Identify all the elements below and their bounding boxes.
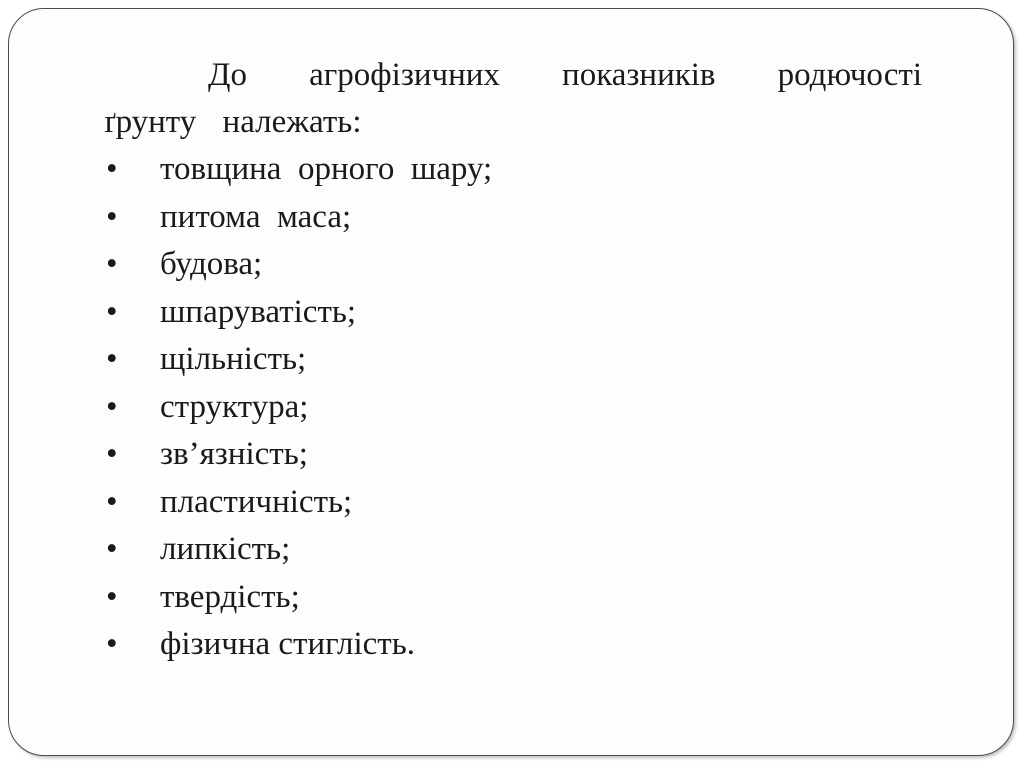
bullet-icon: • <box>106 293 118 330</box>
list-item <box>104 146 922 194</box>
list-item <box>104 336 922 384</box>
bullet-icon: • <box>106 626 118 662</box>
list-item-text: товщина орного шару; <box>160 151 493 187</box>
list-item <box>104 621 922 669</box>
list-item <box>104 479 922 527</box>
list-item <box>104 289 922 337</box>
bullet-icon: • <box>106 436 118 472</box>
bullet-list <box>104 146 922 669</box>
list-item-text: будова; <box>160 246 263 282</box>
list-item-text: питома маса; <box>160 198 352 235</box>
slide-content <box>104 52 922 669</box>
list-item <box>104 241 922 289</box>
list-item-text: пластичність; <box>160 483 353 520</box>
bullet-icon: • <box>106 246 118 282</box>
list-item-text: щільність; <box>160 341 307 377</box>
list-item <box>104 431 922 479</box>
list-item <box>104 526 922 574</box>
bullet-icon: • <box>106 198 118 235</box>
bullet-icon: • <box>106 388 118 425</box>
bullet-icon: • <box>106 341 118 377</box>
list-item-text: шпаруватість; <box>160 293 357 330</box>
list-item-text: липкість; <box>160 531 291 567</box>
list-item <box>104 384 922 432</box>
list-item <box>104 574 922 622</box>
list-item-text: фізична стиглість. <box>160 626 415 662</box>
bullet-icon: • <box>106 151 118 187</box>
list-item-text: твердість; <box>160 578 300 615</box>
bullet-icon: • <box>106 483 118 520</box>
intro-paragraph: До агрофізичних показників родючості ґрунту належать: <box>104 57 922 140</box>
list-item <box>104 194 922 242</box>
bullet-icon: • <box>106 531 118 567</box>
list-item-text: зв’язність; <box>160 436 308 472</box>
bullet-icon: • <box>106 578 118 615</box>
list-item-text: структура; <box>160 388 309 425</box>
